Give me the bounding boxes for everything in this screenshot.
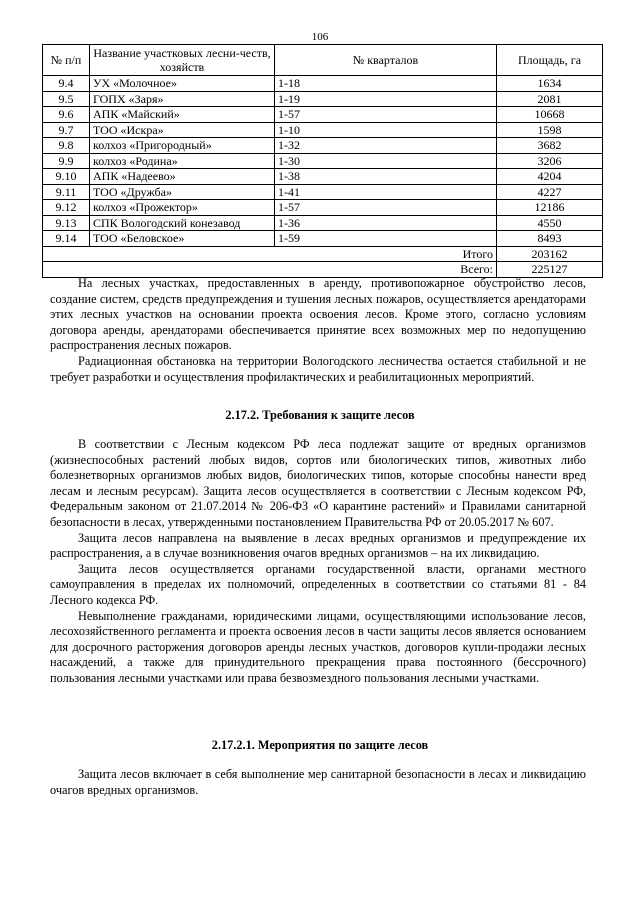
cell-number: 9.14 <box>43 231 90 247</box>
table-header-row <box>43 45 603 76</box>
table-row <box>43 200 603 216</box>
cell-name: УХ «Молочное» <box>90 76 275 92</box>
cell-name: СПК Вологодский конезавод <box>90 215 275 231</box>
text-block-bottom <box>50 767 586 798</box>
table-row <box>43 215 603 231</box>
paragraph: Защита лесов включает в себя выполнение мер санитарной безопасности в лесах и ликвидацию очагов вредных организмов. <box>50 767 586 797</box>
cell-number: 9.5 <box>43 91 90 107</box>
cell-area: 4550 <box>497 215 603 231</box>
cell-name: ТОО «Беловское» <box>90 231 275 247</box>
table-row <box>43 169 603 185</box>
total-row <box>43 246 603 262</box>
total-value: 203162 <box>497 246 603 262</box>
cell-quarters: 1-32 <box>275 138 497 154</box>
cell-number: 9.10 <box>43 169 90 185</box>
cell-number: 9.12 <box>43 200 90 216</box>
paragraph: Радиационная обстановка на территории Вологодского лесничества остается стабильной и не требует разработки и осуществления профилактических и реабилитационных мероприятий. <box>50 353 586 384</box>
cell-name: колхоз «Родина» <box>90 153 275 169</box>
cell-quarters: 1-36 <box>275 215 497 231</box>
table-row <box>43 184 603 200</box>
header-number: № п/п <box>43 45 90 76</box>
cell-area: 3206 <box>497 153 603 169</box>
grand-total-row <box>43 262 603 278</box>
paragraph: В соответствии с Лесным кодексом РФ леса подлежат защите от вредных организмов (жизнеспособных растений любых видов, сортов или биологических типов, животных либо болезнетворных организмов любых видов, биологических типов, которые способны нанести вред лесам и лесным ресурсам). Защита лесов осуществляется в соответствии с Лесным кодексом РФ, Федеральным законом от 21.07.2014 № 206-ФЗ «О карантине растений» и Правилами санитарной безопасности в лесах, утвержденными постановлением Правительства РФ от 20.05.2017 № 607. <box>50 437 586 529</box>
cell-quarters: 1-59 <box>275 231 497 247</box>
section-heading: 2.17.2. Требования к защите лесов <box>225 408 415 422</box>
header-name: Название участковых лесни-честв, хозяйств <box>90 45 275 76</box>
header-area: Площадь, га <box>497 45 603 76</box>
paragraph: Невыполнение гражданами, юридическими лицами, осуществляющими использование лесов, лесохозяйственного регламента и проекта освоения лесов в части защиты лесов является основанием для досрочного расторжения договоров аренды лесных участков, договоров купли-продажи лесных насаждений, а также для принудительного прекращения права постоянного (бессрочного) пользования лесными участками или права безвозмездного пользования лесными участками. <box>50 608 586 685</box>
cell-number: 9.8 <box>43 138 90 154</box>
cell-number: 9.7 <box>43 122 90 138</box>
cell-area: 2081 <box>497 91 603 107</box>
table-row <box>43 231 603 247</box>
table-row <box>43 107 603 123</box>
cell-quarters: 1-41 <box>275 184 497 200</box>
cell-name: ТОО «Дружба» <box>90 184 275 200</box>
subsection-heading: 2.17.2.1. Мероприятия по защите лесов <box>211 738 429 752</box>
cell-number: 9.4 <box>43 76 90 92</box>
cell-area: 4227 <box>497 184 603 200</box>
cell-quarters: 1-57 <box>275 200 497 216</box>
table-row <box>43 138 603 154</box>
cell-number: 9.9 <box>43 153 90 169</box>
cell-quarters: 1-38 <box>275 169 497 185</box>
cell-number: 9.13 <box>43 215 90 231</box>
cell-area: 1598 <box>497 122 603 138</box>
page-number: 106 <box>311 31 329 43</box>
cell-quarters: 1-10 <box>275 122 497 138</box>
cell-area: 12186 <box>497 200 603 216</box>
forestry-table <box>42 44 603 278</box>
cell-area: 10668 <box>497 107 603 123</box>
cell-name: АПК «Надеево» <box>90 169 275 185</box>
total-label: Итого <box>43 246 497 262</box>
cell-quarters: 1-57 <box>275 107 497 123</box>
cell-number: 9.11 <box>43 184 90 200</box>
cell-quarters: 1-19 <box>275 91 497 107</box>
table-row <box>43 122 603 138</box>
cell-name: колхоз «Пригородный» <box>90 138 275 154</box>
table-row <box>43 76 603 92</box>
table-row <box>43 91 603 107</box>
cell-name: колхоз «Прожектор» <box>90 200 275 216</box>
cell-name: АПК «Майский» <box>90 107 275 123</box>
grand-total-value: 225127 <box>497 262 603 278</box>
header-quarters: № кварталов <box>275 45 497 76</box>
text-block-middle <box>50 437 586 687</box>
paragraph: Защита лесов осуществляется органами государственной власти, органами местного самоуправления в пределах их полномочий, определенных в соответствии со статьями 81 - 84 Лесного кодекса РФ. <box>50 561 586 607</box>
cell-name: ГОПХ «Заря» <box>90 91 275 107</box>
cell-area: 4204 <box>497 169 603 185</box>
paragraph: На лесных участках, предоставленных в аренду, противопожарное обустройство лесов, создание систем, средств предупреждения и тушения лесных пожаров, осуществляется арендаторами этих лесных участков на основании проекта освоения лесов. Кроме этого, согласно условиям договора аренды, арендаторами обеспечивается принятие всех возможных мер по недопущению распространения лесных пожаров. <box>50 276 586 353</box>
cell-area: 8493 <box>497 231 603 247</box>
cell-number: 9.6 <box>43 107 90 123</box>
table-row <box>43 153 603 169</box>
grand-total-label: Всего: <box>43 262 497 278</box>
cell-name: ТОО «Искра» <box>90 122 275 138</box>
paragraph: Защита лесов направлена на выявление в лесах вредных организмов и предупреждение их распространения, а в случае возникновения очагов вредных организмов – на их ликвидацию. <box>50 530 586 561</box>
cell-area: 3682 <box>497 138 603 154</box>
cell-area: 1634 <box>497 76 603 92</box>
text-block-top <box>50 276 586 385</box>
cell-quarters: 1-18 <box>275 76 497 92</box>
cell-quarters: 1-30 <box>275 153 497 169</box>
